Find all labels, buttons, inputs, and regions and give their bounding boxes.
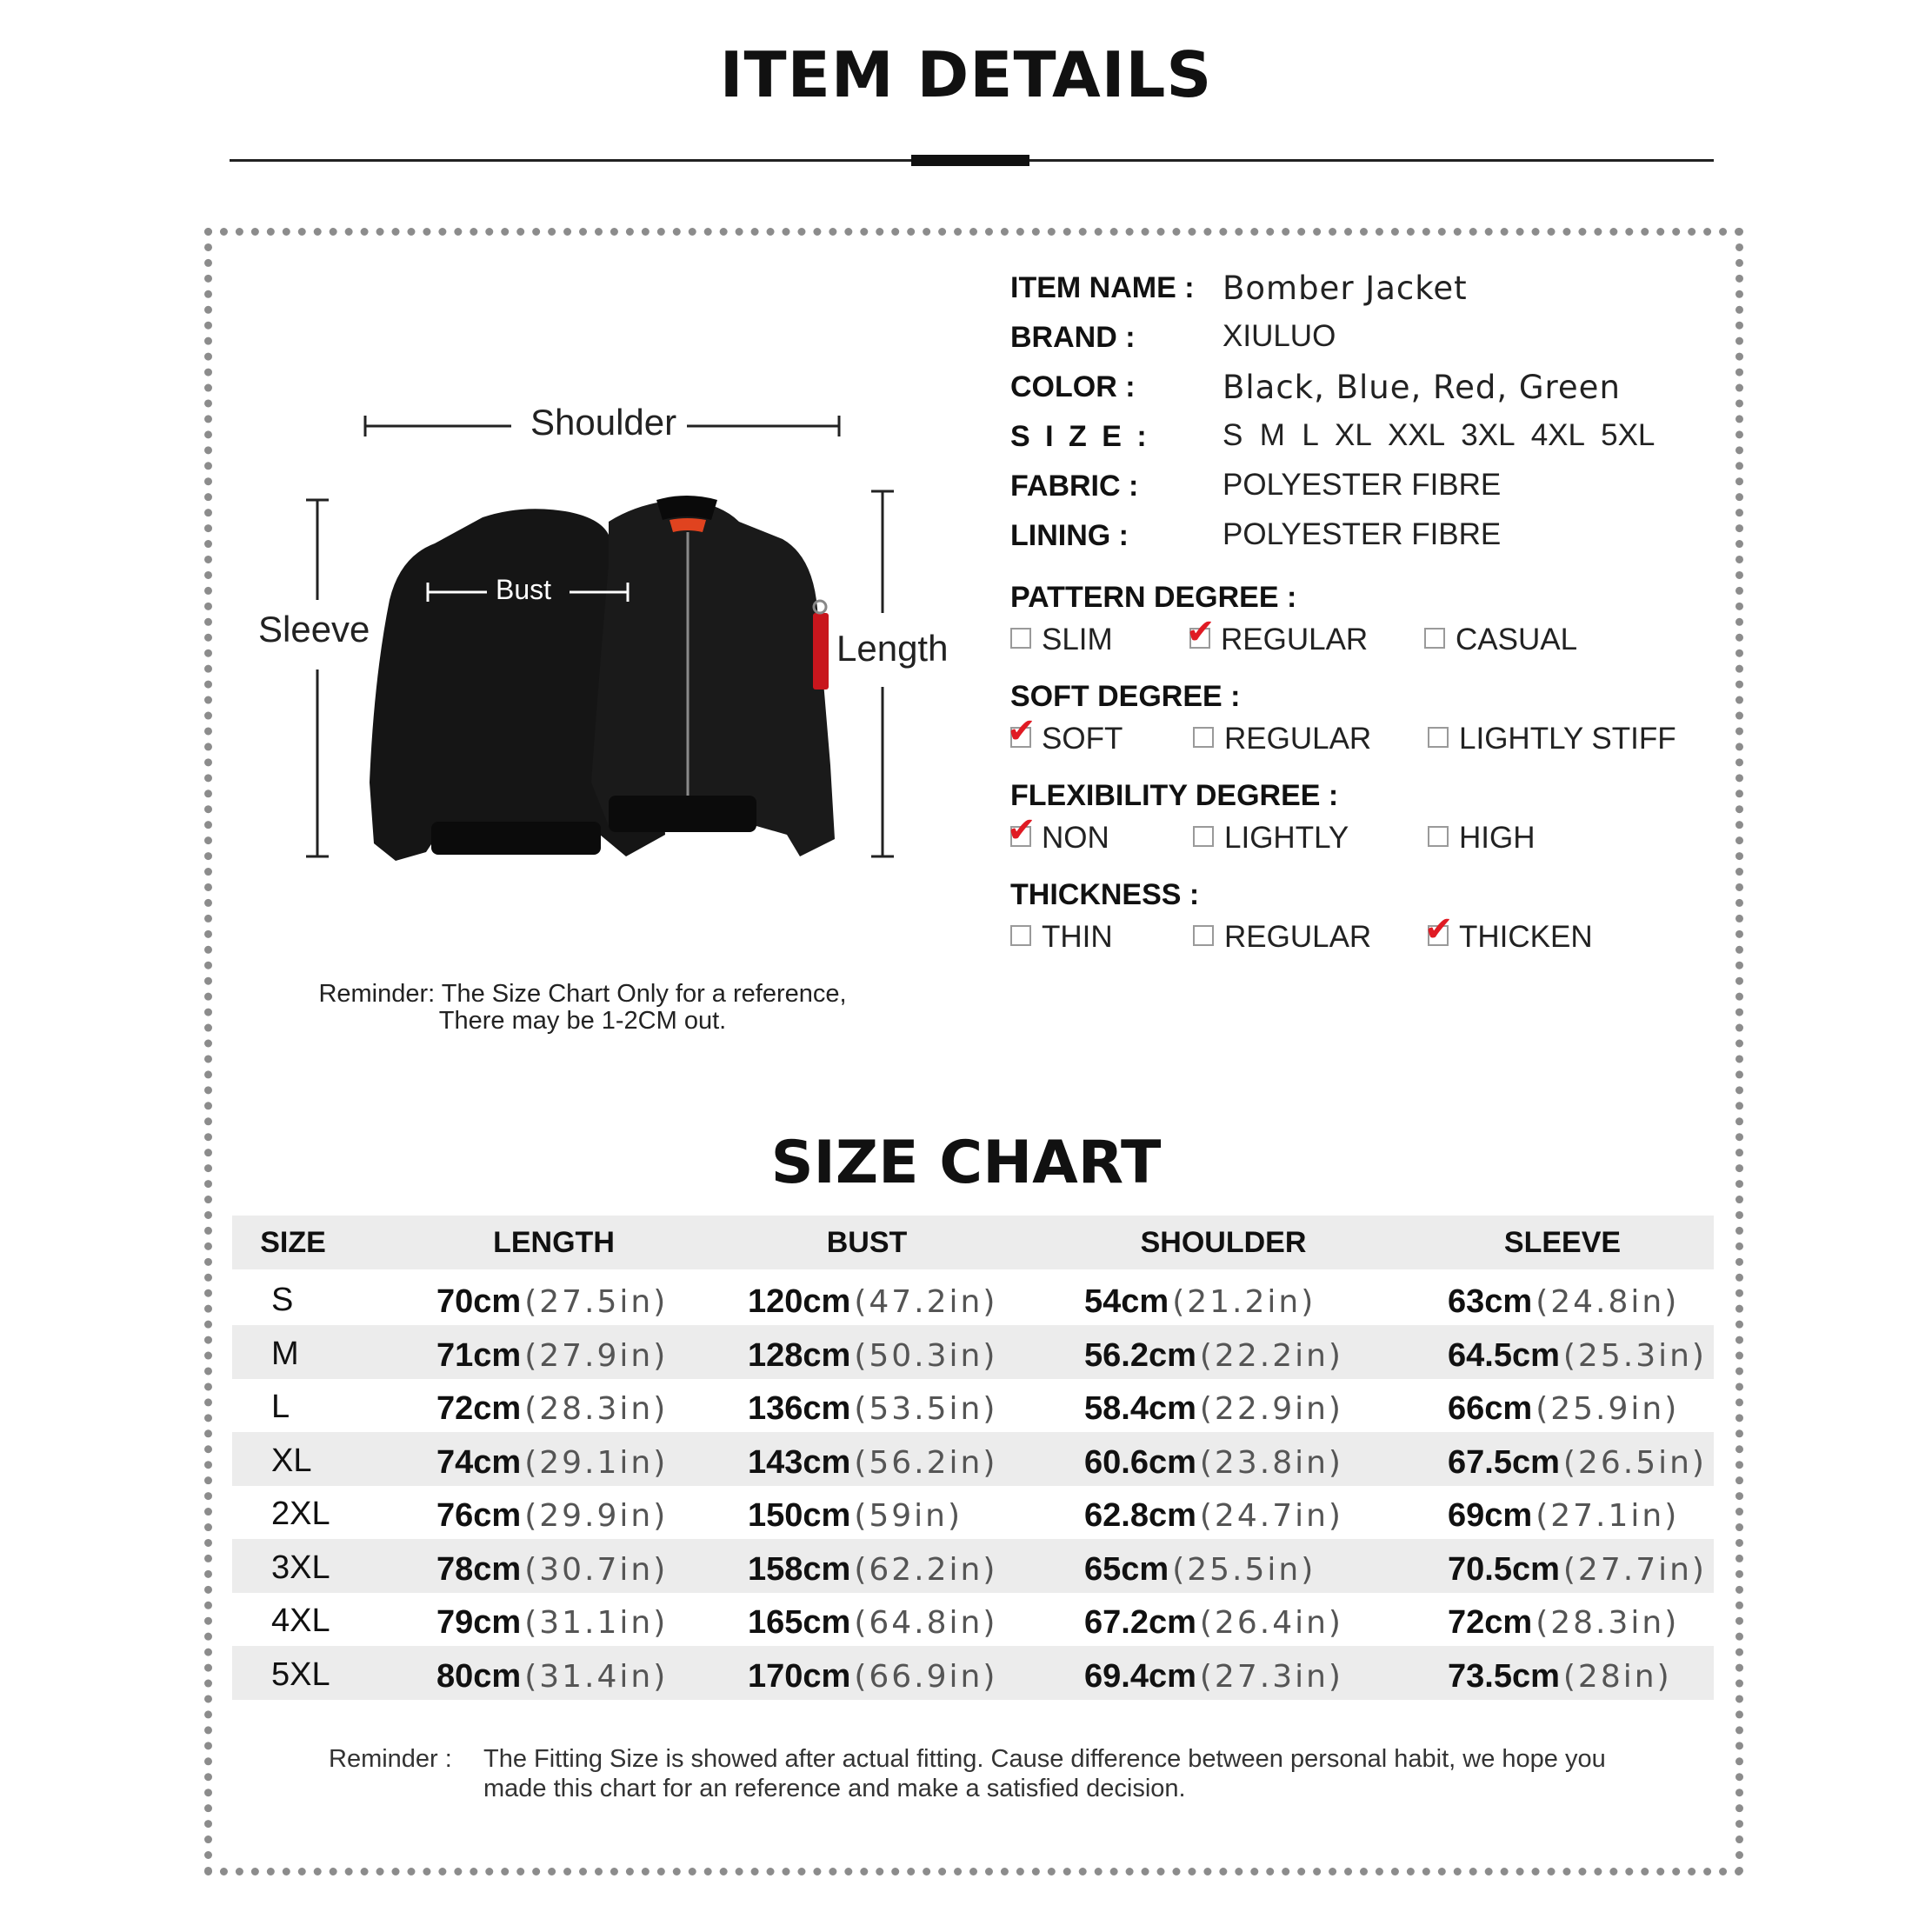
detail-row-color [1010, 370, 1706, 414]
cell-sleeve [1448, 1549, 1707, 1589]
cell-size: M [271, 1335, 299, 1372]
checkbox [1424, 628, 1445, 649]
sleeve-inch-value: (28in) [1562, 1658, 1672, 1695]
length-inch-value: (27.5in) [524, 1284, 669, 1320]
table-row [232, 1432, 1714, 1486]
option-label: REGULAR [1224, 722, 1372, 756]
size-value: S M L XL XXL 3XL 4XL 5XL [1222, 418, 1656, 452]
bust-inch-value: (64.8in) [854, 1605, 998, 1641]
cell-size: XL [271, 1442, 312, 1479]
shoulder-inch-value: (25.5in) [1172, 1551, 1316, 1588]
length-inch-value: (31.1in) [524, 1605, 669, 1641]
cell-size: L [271, 1389, 290, 1425]
sleeve-cm-value: 73.5cm [1448, 1657, 1560, 1695]
cell-size: 5XL [271, 1656, 330, 1693]
sleeve-inch-value: (27.1in) [1536, 1498, 1680, 1534]
cell-bust [748, 1282, 997, 1321]
brand-value: XIULUO [1222, 319, 1336, 353]
length-inch-value: (30.7in) [524, 1551, 669, 1588]
fitting-reminder-text: The Fitting Size is showed after actual fitting. Cause difference between personal habit, we hope you made this chart for an reference and make a satisfied decision. [483, 1745, 1606, 1802]
bust-inch-value: (62.2in) [854, 1551, 998, 1588]
cell-sleeve [1448, 1442, 1707, 1482]
cell-length [436, 1442, 668, 1482]
checkbox [1193, 727, 1214, 748]
shoulder-inch-value: (26.4in) [1199, 1605, 1343, 1641]
length-cm-value: 71cm [436, 1336, 522, 1374]
cell-size: S [271, 1282, 294, 1318]
cell-bust [748, 1496, 963, 1535]
table-row [232, 1378, 1714, 1432]
cell-length [436, 1496, 668, 1535]
table-row [232, 1539, 1714, 1593]
sleeve-inch-value: (26.5in) [1562, 1444, 1707, 1481]
item-name-key: ITEM NAME : [1010, 271, 1195, 304]
size-reminder-line2: There may be 1-2CM out. [438, 1007, 727, 1035]
table-row [232, 1646, 1714, 1700]
checkbox [1428, 727, 1449, 748]
option-label: NON [1042, 821, 1109, 855]
bust-cm-value: 136cm [748, 1390, 851, 1427]
shoulder-cm-value: 54cm [1084, 1283, 1169, 1320]
fabric-value: POLYESTER FIBRE [1222, 468, 1502, 502]
shoulder-cm-value: 69.4cm [1084, 1657, 1196, 1695]
detail-row-size [1010, 420, 1706, 463]
length-cm-value: 70cm [436, 1283, 522, 1320]
cell-shoulder [1084, 1602, 1343, 1642]
length-cm-value: 78cm [436, 1550, 522, 1588]
option-label: THIN [1042, 920, 1113, 954]
cell-length [436, 1656, 668, 1695]
sleeve-inch-value: (25.9in) [1536, 1391, 1680, 1427]
bust-cm-value: 150cm [748, 1497, 851, 1534]
sleeve-cm-value: 66cm [1448, 1390, 1533, 1427]
cell-length [436, 1549, 668, 1589]
lining-value: POLYESTER FIBRE [1222, 517, 1502, 551]
sleeve-inch-value: (28.3in) [1536, 1605, 1680, 1641]
shoulder-cm-value: 67.2cm [1084, 1604, 1196, 1641]
bust-cm-value: 165cm [748, 1604, 851, 1641]
sleeve-cm-value: 63cm [1448, 1283, 1533, 1320]
detail-row-fabric [1010, 470, 1706, 513]
bust-cm-value: 158cm [748, 1550, 851, 1588]
cell-bust [748, 1336, 997, 1375]
cell-size: 2XL [271, 1496, 330, 1532]
column-header-shoulder: SHOULDER [1140, 1226, 1307, 1259]
page-title: ITEM DETAILS [719, 38, 1213, 111]
soft-degree-title: SOFT DEGREE : [1010, 680, 1241, 713]
cell-sleeve [1448, 1496, 1679, 1535]
length-cm-value: 79cm [436, 1604, 522, 1641]
sleeve-cm-value: 69cm [1448, 1497, 1533, 1534]
bust-inch-value: (50.3in) [854, 1337, 998, 1374]
size-key: S I Z E : [1010, 420, 1150, 453]
detail-row-brand [1010, 321, 1706, 364]
bust-label: Bust [496, 574, 552, 605]
sleeve-cm-value: 72cm [1448, 1604, 1533, 1641]
column-header-size: SIZE [260, 1226, 326, 1259]
bust-inch-value: (66.9in) [854, 1658, 998, 1695]
table-row [232, 1325, 1714, 1379]
checkbox [1193, 826, 1214, 847]
checkbox [1193, 925, 1214, 946]
length-inch-value: (28.3in) [524, 1391, 669, 1427]
length-cm-value: 80cm [436, 1657, 522, 1695]
shoulder-cm-value: 60.6cm [1084, 1443, 1196, 1481]
lining-key: LINING : [1010, 519, 1129, 552]
shoulder-inch-value: (23.8in) [1199, 1444, 1343, 1481]
bust-inch-value: (53.5in) [854, 1391, 998, 1427]
bust-cm-value: 128cm [748, 1336, 851, 1374]
color-key: COLOR : [1010, 370, 1136, 403]
cell-length [436, 1602, 668, 1642]
checkbox [1010, 925, 1031, 946]
jacket-illustration [0, 0, 965, 878]
cell-length [436, 1389, 668, 1428]
column-header-sleeve: SLEEVE [1503, 1226, 1622, 1259]
length-cm-value: 72cm [436, 1390, 522, 1427]
cell-size: 4XL [271, 1602, 330, 1639]
option-label: CASUAL [1456, 623, 1578, 656]
size-reminder [287, 981, 878, 1035]
length-inch-value: (29.9in) [524, 1498, 669, 1534]
bust-inch-value: (56.2in) [854, 1444, 998, 1481]
sleeve-inch-value: (25.3in) [1562, 1337, 1707, 1374]
cell-shoulder [1084, 1656, 1343, 1695]
cell-bust [748, 1656, 997, 1695]
cell-bust [748, 1442, 997, 1482]
item-name-value: Bomber Jacket [1222, 270, 1468, 307]
length-cm-value: 76cm [436, 1497, 522, 1534]
shoulder-cm-value: 58.4cm [1084, 1390, 1196, 1427]
shoulder-inch-value: (21.2in) [1172, 1284, 1316, 1320]
bust-inch-value: (59in) [854, 1498, 963, 1534]
checkmark-icon: ✔ [1186, 612, 1216, 652]
table-row [232, 1271, 1714, 1325]
detail-row-lining [1010, 519, 1706, 563]
thickness-title: THICKNESS : [1010, 878, 1200, 911]
sleeve-inch-value: (27.7in) [1562, 1551, 1707, 1588]
checkbox [1010, 628, 1031, 649]
option-label: SOFT [1042, 722, 1123, 756]
checkbox [1428, 826, 1449, 847]
bust-cm-value: 170cm [748, 1657, 851, 1695]
cell-length [436, 1282, 668, 1321]
cell-shoulder [1084, 1282, 1316, 1321]
shoulder-inch-value: (22.2in) [1199, 1337, 1343, 1374]
cell-bust [748, 1389, 997, 1428]
cell-length [436, 1336, 668, 1375]
option-label: LIGHTLY [1224, 821, 1349, 855]
cell-sleeve [1448, 1602, 1679, 1642]
detail-row-item-name [1010, 271, 1706, 315]
option-label: REGULAR [1221, 623, 1369, 656]
cell-shoulder [1084, 1549, 1316, 1589]
bust-inch-value: (47.2in) [854, 1284, 998, 1320]
table-row [232, 1592, 1714, 1646]
fabric-key: FABRIC : [1010, 470, 1139, 503]
length-inch-value: (31.4in) [524, 1658, 669, 1695]
checkmark-icon: ✔ [1424, 909, 1454, 949]
cell-sleeve [1448, 1389, 1679, 1428]
sleeve-label: Sleeve [258, 609, 370, 650]
shoulder-inch-value: (27.3in) [1199, 1658, 1343, 1695]
cell-shoulder [1084, 1336, 1343, 1375]
bust-cm-value: 120cm [748, 1283, 851, 1320]
cell-sleeve [1448, 1656, 1672, 1695]
fitting-reminder-key: Reminder : [329, 1745, 452, 1773]
checkmark-icon: ✔ [1007, 711, 1036, 751]
shoulder-cm-value: 62.8cm [1084, 1497, 1196, 1534]
sleeve-cm-value: 70.5cm [1448, 1550, 1560, 1588]
sleeve-measure-line [306, 500, 329, 856]
cell-shoulder [1084, 1496, 1343, 1535]
sleeve-cm-value: 64.5cm [1448, 1336, 1560, 1374]
bust-cm-value: 143cm [748, 1443, 851, 1481]
shoulder-cm-value: 65cm [1084, 1550, 1169, 1588]
shoulder-inch-value: (24.7in) [1199, 1498, 1343, 1534]
option-label: REGULAR [1224, 920, 1372, 954]
table-row [232, 1485, 1714, 1539]
pattern-degree-title: PATTERN DEGREE : [1010, 581, 1297, 614]
shoulder-label: Shoulder [530, 402, 677, 443]
column-header-bust: BUST [826, 1226, 908, 1259]
option-label: LIGHTLY STIFF [1459, 722, 1676, 756]
column-header-length: LENGTH [493, 1226, 615, 1259]
sleeve-inch-value: (24.8in) [1536, 1284, 1680, 1320]
cell-bust [748, 1602, 997, 1642]
option-label: SLIM [1042, 623, 1113, 656]
option-label: HIGH [1459, 821, 1536, 855]
cell-bust [748, 1549, 997, 1589]
brand-key: BRAND : [1010, 321, 1136, 354]
shoulder-inch-value: (22.9in) [1199, 1391, 1343, 1427]
cell-size: 3XL [271, 1549, 330, 1586]
size-reminder-line1: Reminder: The Size Chart Only for a reference, [318, 980, 847, 1008]
length-cm-value: 74cm [436, 1443, 522, 1481]
cell-sleeve [1448, 1336, 1707, 1375]
length-label: Length [836, 628, 949, 669]
size-chart-title: SIZE CHART [770, 1129, 1162, 1197]
option-label: THICKEN [1459, 920, 1593, 954]
cell-shoulder [1084, 1389, 1343, 1428]
cell-sleeve [1448, 1282, 1679, 1321]
color-value: Black, Blue, Red, Green [1222, 369, 1621, 406]
sleeve-cm-value: 67.5cm [1448, 1443, 1560, 1481]
flexibility-degree-title: FLEXIBILITY DEGREE : [1010, 779, 1339, 812]
length-measure-line [871, 491, 894, 856]
length-inch-value: (27.9in) [524, 1337, 669, 1374]
table-header-row [232, 1216, 1714, 1269]
jacket-front [591, 496, 835, 856]
checkmark-icon: ✔ [1007, 810, 1036, 850]
length-inch-value: (29.1in) [524, 1444, 669, 1481]
shoulder-cm-value: 56.2cm [1084, 1336, 1196, 1374]
cell-shoulder [1084, 1442, 1343, 1482]
